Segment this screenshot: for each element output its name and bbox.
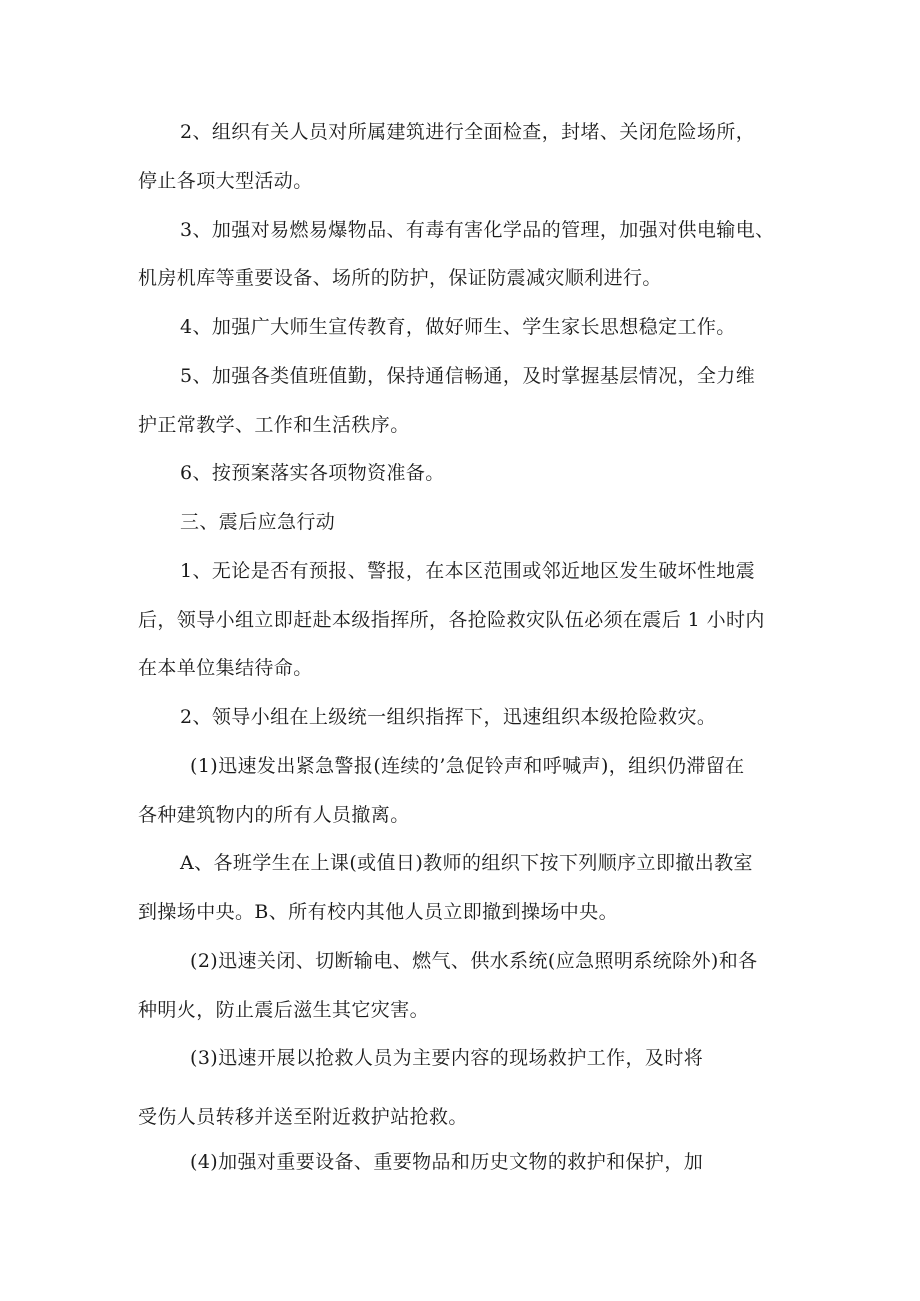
paragraph-line: (1)迅速发出紧急警报(连续的’急促铃声和呼喊声)，组织仍滞留在 — [190, 755, 745, 777]
section-heading: 三、震后应急行动 — [180, 511, 336, 533]
paragraph-line: 机房机库等重要设备、场所的防护，保证防震减灾顺利进行。 — [138, 267, 662, 289]
paragraph-line: 1、无论是否有预报、警报，在本区范围或邻近地区发生破坏性地震 — [180, 560, 756, 582]
paragraph-line: 受伤人员转移并送至附近救护站抢救。 — [138, 1106, 468, 1128]
paragraph-line: 4、加强广大师生宣传教育，做好师生、学生家长思想稳定工作。 — [180, 316, 736, 338]
paragraph-line: 各种建筑物内的所有人员撤离。 — [138, 804, 410, 826]
paragraph-line: (3)迅速开展以抢救人员为主要内容的现场救护工作，及时将 — [190, 1047, 704, 1069]
paragraph-line: (2)迅速关闭、切断输电、燃气、供水系统(应急照明系统除外)和各 — [190, 950, 758, 972]
paragraph-line: 5、加强各类值班值勤，保持通信畅通，及时掌握基层情况，全力维 — [180, 365, 756, 387]
paragraph-line: 3、加强对易燃易爆物品、有毒有害化学品的管理，加强对供电输电、 — [180, 219, 775, 241]
paragraph-line: (4)加强对重要设备、重要物品和历史文物的救护和保护，加 — [190, 1151, 704, 1173]
paragraph-line: 停止各项大型活动。 — [138, 170, 313, 192]
paragraph-line: 后，领导小组立即赶赴本级指挥所，各抢险救灾队伍必须在震后 1 小时内 — [138, 609, 765, 631]
paragraph-line: 2、领导小组在上级统一组织指挥下，迅速组织本级抢险救灾。 — [180, 706, 717, 728]
paragraph-line: 护正常教学、工作和生活秩序。 — [138, 414, 410, 436]
paragraph-line: 在本单位集结待命。 — [138, 657, 313, 679]
paragraph-line: 6、按预案落实各项物资准备。 — [180, 462, 445, 484]
paragraph-line: A、各班学生在上课(或值日)教师的组织下按下列顺序立即撤出教室 — [180, 852, 753, 874]
paragraph-line: 2、组织有关人员对所属建筑进行全面检查，封堵、关闭危险场所， — [180, 121, 756, 143]
paragraph-line: 到操场中央。B、所有校内其他人员立即撤到操场中央。 — [138, 901, 618, 923]
paragraph-line: 种明火，防止震后滋生其它灾害。 — [138, 999, 430, 1021]
